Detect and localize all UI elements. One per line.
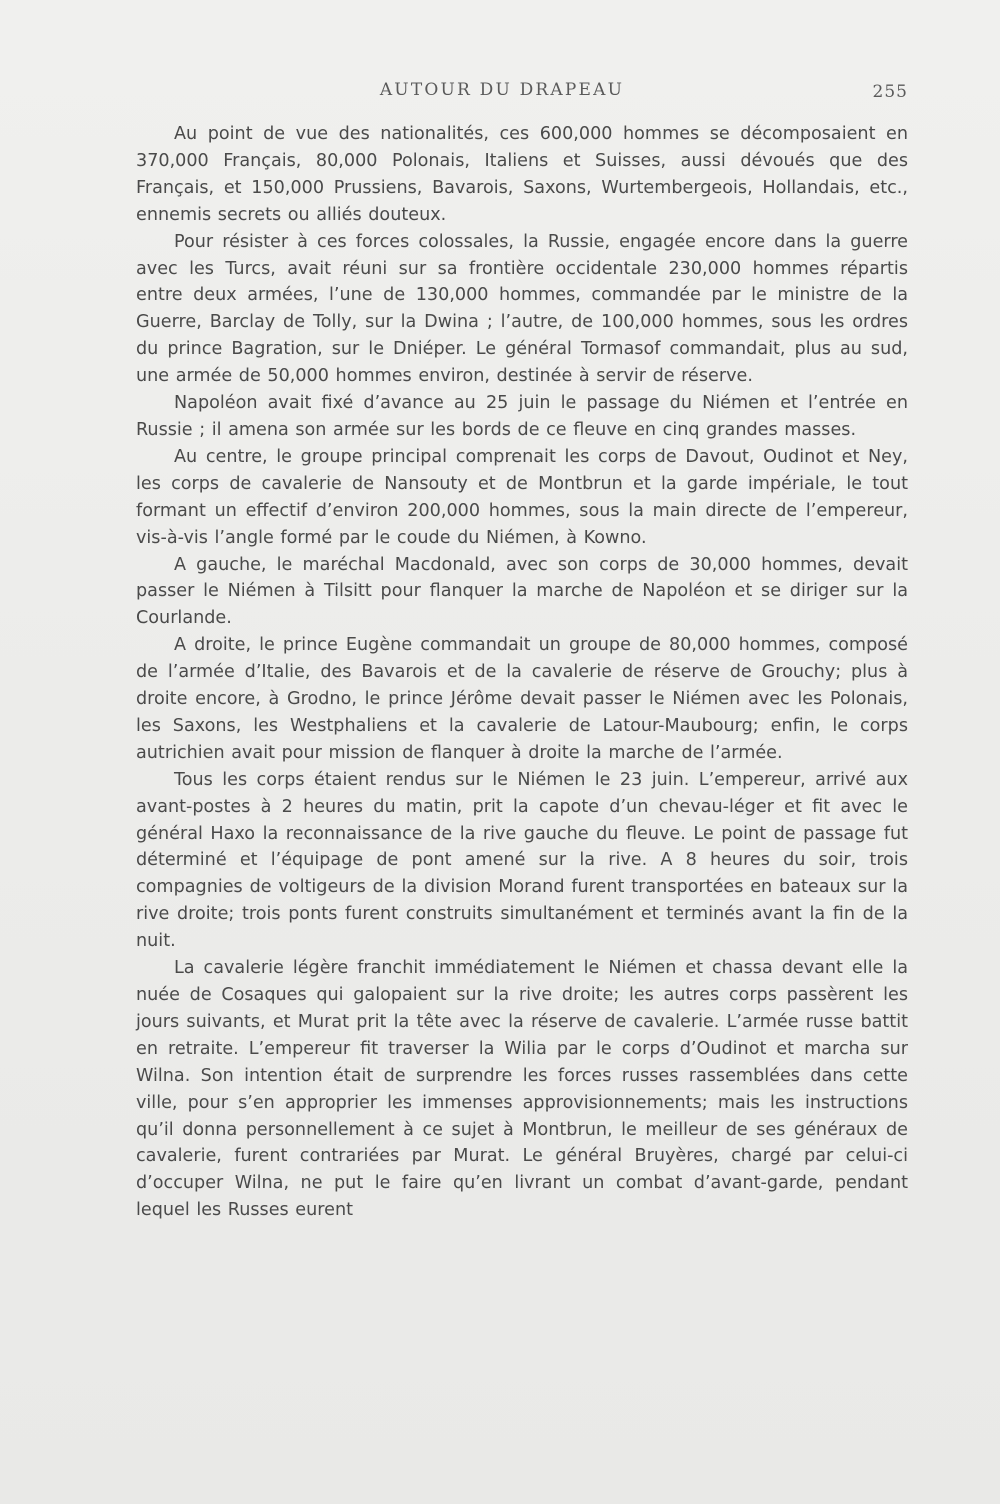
page-number: 255 (872, 82, 908, 102)
running-title: AUTOUR DU DRAPEAU (379, 80, 625, 100)
paragraph: La cavalerie légère franchit immédiatement le Niémen et chassa devant elle la nuée de Cosaques qui galopaient sur la rive droite; les autres corps passèrent les jours suivants, et Murat prit la tête avec la réserve de cavalerie. L’armée russe battit en retraite. L’empereur fit traverser la Wilia par le corps d’Oudinot et marcha sur Wilna. Son intention était de surprendre les forces russes rassemblées dans cette ville, pour s’en approprier les immenses approvisionnements; mais les instructions qu’il donna personnellement à ce sujet à Montbrun, le meilleur de ses généraux de cavalerie, furent contrariées par Murat. Le général Bruyères, chargé par celui-ci d’occuper Wilna, ne put le faire qu’en livrant un combat d’avant-garde, pendant lequel les Russes eurent (136, 958, 908, 1221)
paragraph: Au point de vue des nationalités, ces 600,000 hommes se décomposaient en 370,000 Français, 80,000 Polonais, Italiens et Suisses, aussi dévoués que des Français, et 150,000 Prussiens, Bavarois, Saxons, Wurtembergeois, Hollandais, etc., ennemis secrets ou alliés douteux. (136, 124, 908, 225)
paragraph: A gauche, le maréchal Macdonald, avec son corps de 30,000 hommes, devait passer le Niémen à Tilsitt pour flanquer la marche de Napoléon et se diriger sur la Courlande. (136, 554, 908, 629)
paragraph: Au centre, le groupe principal comprenait les corps de Davout, Oudinot et Ney, les corps de cavalerie de Nansouty et de Montbrun et la garde impériale, le tout formant un effectif d’environ 200,000 hommes, sous la main directe de l’empereur, vis-à-vis l’angle formé par le coude du Niémen, à Kowno. (136, 446, 908, 548)
paragraph: Napoléon avait fixé d’avance au 25 juin le passage du Niémen et l’entrée en Russie ; il amena son armée sur les bords de ce fleuve en cinq grandes masses. (136, 393, 908, 440)
body-text (136, 121, 908, 1224)
paragraph: A droite, le prince Eugène commandait un groupe de 80,000 hommes, composé de l’armée d’Italie, des Bavarois et de la cavalerie de réserve de Grouchy; plus à droite encore, à Grodno, le prince Jérôme devait passer le Niémen avec les Polonais, les Saxons, les Westphaliens et la cavalerie de Latour-Maubourg; enfin, le corps autrichien avait pour mission de flanquer à droite la marche de l’armée. (136, 635, 908, 763)
paragraph: Pour résister à ces forces colossales, la Russie, engagée encore dans la guerre avec les Turcs, avait réuni sur sa frontière occidentale 230,000 hommes répartis entre deux armées, l’une de 130,000 hommes, commandée par le ministre de la Guerre, Barclay de Tolly, sur la Dwina ; l’autre, de 100,000 hommes, sous les ordres du prince Bagration, sur le Dniéper. Le général Tormasof commandait, plus au sud, une armée de 50,000 hommes environ, destinée à servir de réserve. (136, 231, 908, 387)
paragraph: Tous les corps étaient rendus sur le Niémen le 23 juin. L’empereur, arrivé aux avant-postes à 2 heures du matin, prit la capote d’un chevau-léger et fit avec le général Haxo la reconnaissance de la rive gauche du fleuve. Le point de passage fut déterminé et l’équipage de pont amené sur la rive. A 8 heures du soir, trois compagnies de voltigeurs de la division Morand furent transportées en bateaux sur la rive droite; trois ponts furent construits simultanément et terminés avant la fin de la nuit. (136, 769, 908, 952)
page-header (136, 80, 908, 110)
